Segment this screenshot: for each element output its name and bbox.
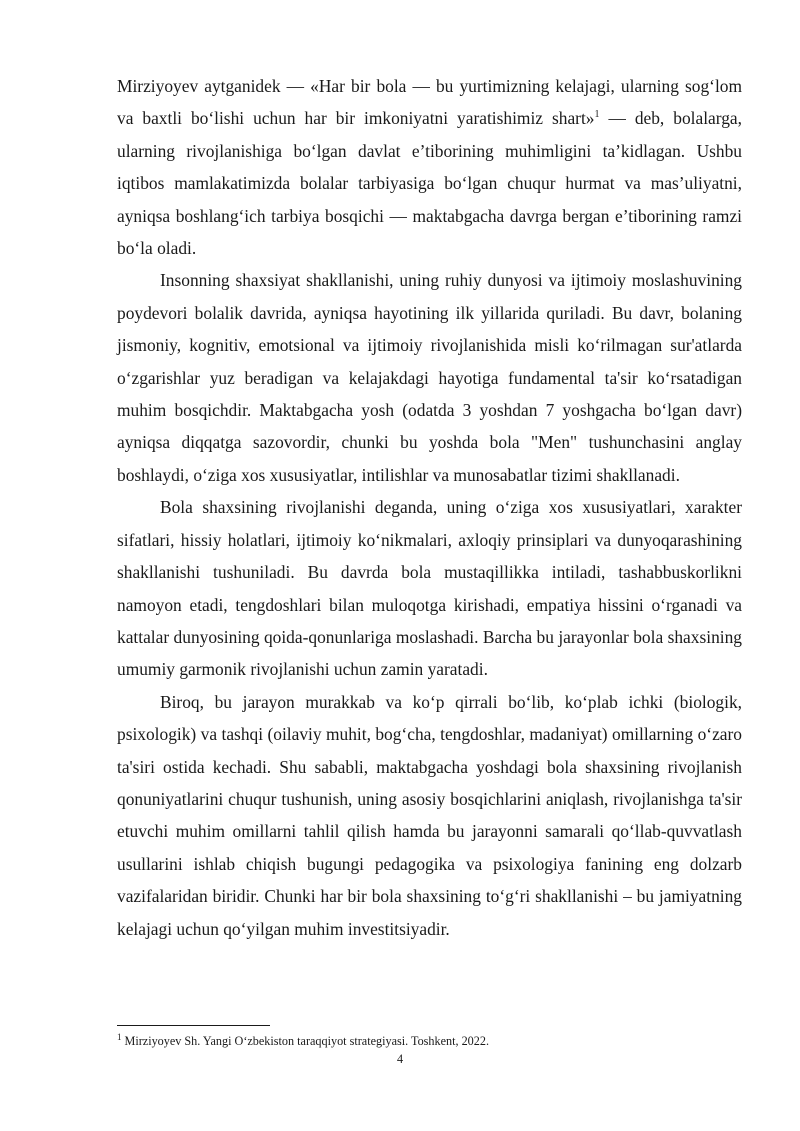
footnote-text: Mirziyoyev Sh. Yangi O‘zbekiston taraqqiyot strategiyasi. Toshkent, 2022. [124,1034,490,1048]
footnote-reference[interactable]: 1 [594,109,600,121]
footnote-number: 1 [117,1031,122,1042]
footnote-divider [117,1025,270,1026]
paragraph-1 [117,70,742,264]
paragraph-1-text-before-ref: Mirziyoyev aytganidek — «Har bir bola — bu yurtimizning kelajagi, ularning sog‘lom va baxtli bo‘lishi uchun har bir imkoniyatni yaratishimiz shart» [117,76,742,129]
paragraph-3: Bola shaxsining rivojlanishi deganda, uning o‘ziga xos xususiyatlari, xarakter sifatlari, hissiy holatlari, ijtimoiy ko‘nikmalari, axloqiy prinsiplari va dunyoqarashining shakllanishi tushuniladi. Bu davrda bola mustaqillikka intiladi, tashabbuskorlikni namoyon etadi, tengdoshlari bilan muloqotga kirishadi, empatiya hissini o‘rganadi va kattalar dunyosining qoida-qonunlariga moslashadi. Barcha bu jarayonlar bola shaxsining umumiy garmonik rivojlanishi uchun zamin yaratadi. [117,497,742,680]
page-number: 4 [396,1052,404,1066]
paragraph-4: Biroq, bu jarayon murakkab va ko‘p qirrali bo‘lib, ko‘plab ichki (biologik, psixologik) va tashqi (oilaviy muhit, bog‘cha, tengdoshlar, madaniyat) omillarning o‘zaro ta'siri ostida kechadi. Shu sababli, maktabgacha yoshdagi bola shaxsining rivojlanish qonuniyatlarini chuqur tushunish, uning asosiy bosqichlarini aniqlash, rivojlanishga ta'sir etuvchi muhim omillarni tahlil qilish hamda bu jarayonni samarali qo‘llab-quvvatlash usullarini ishlab chiqish bugungi pedagogika va psixologiya fanining eng dolzarb vazifalaridan biridir. Chunki har bir bola shaxsining to‘g‘ri shakllanishi – bu jamiyatning kelajagi uchun qo‘yilgan muhim investitsiyadir. [117,691,742,939]
footnote [117,1033,742,1049]
paragraph-2: Insonning shaxsiyat shakllanishi, uning ruhiy dunyosi va ijtimoiy moslashuvining poydevori bolalik davrida, ayniqsa hayotining ilk yillarida quriladi. Bu davr, bolaning jismoniy, kognitiv, emotsional va ijtimoiy rivojlanishida misli ko‘rilmagan sur'atlarda o‘zgarishlar yuz beradigan va kelajakdagi hayotiga fundamental ta'sir ko‘rsatadigan muhim bosqichdir. Maktabgacha yosh (odatda 3 yoshdan 7 yoshgacha bo‘lgan davr) ayniqsa diqqatga sazovordir, chunki bu yoshda bola "Men" tushunchasini anglay boshlaydi, o‘ziga xos xususiyatlar, intilishlar va munosabatlar tizimi shakllanadi. [117,270,742,485]
paragraph-1-text-after-ref: — deb, bolalarga, ularning rivojlanishiga bo‘lgan davlat e’tiborining muhimligini ta’kidlagan. Ushbu iqtibos mamlakatimizda bolalar tarbiyasiga bo‘lgan chuqur hurmat va mas’uliyatni, ayniqsa boshlang‘ich tarbiya bosqichi — maktabgacha davrga bergan e’tiborining ramzi bo‘la oladi. [117,108,742,259]
page-body [117,70,742,945]
